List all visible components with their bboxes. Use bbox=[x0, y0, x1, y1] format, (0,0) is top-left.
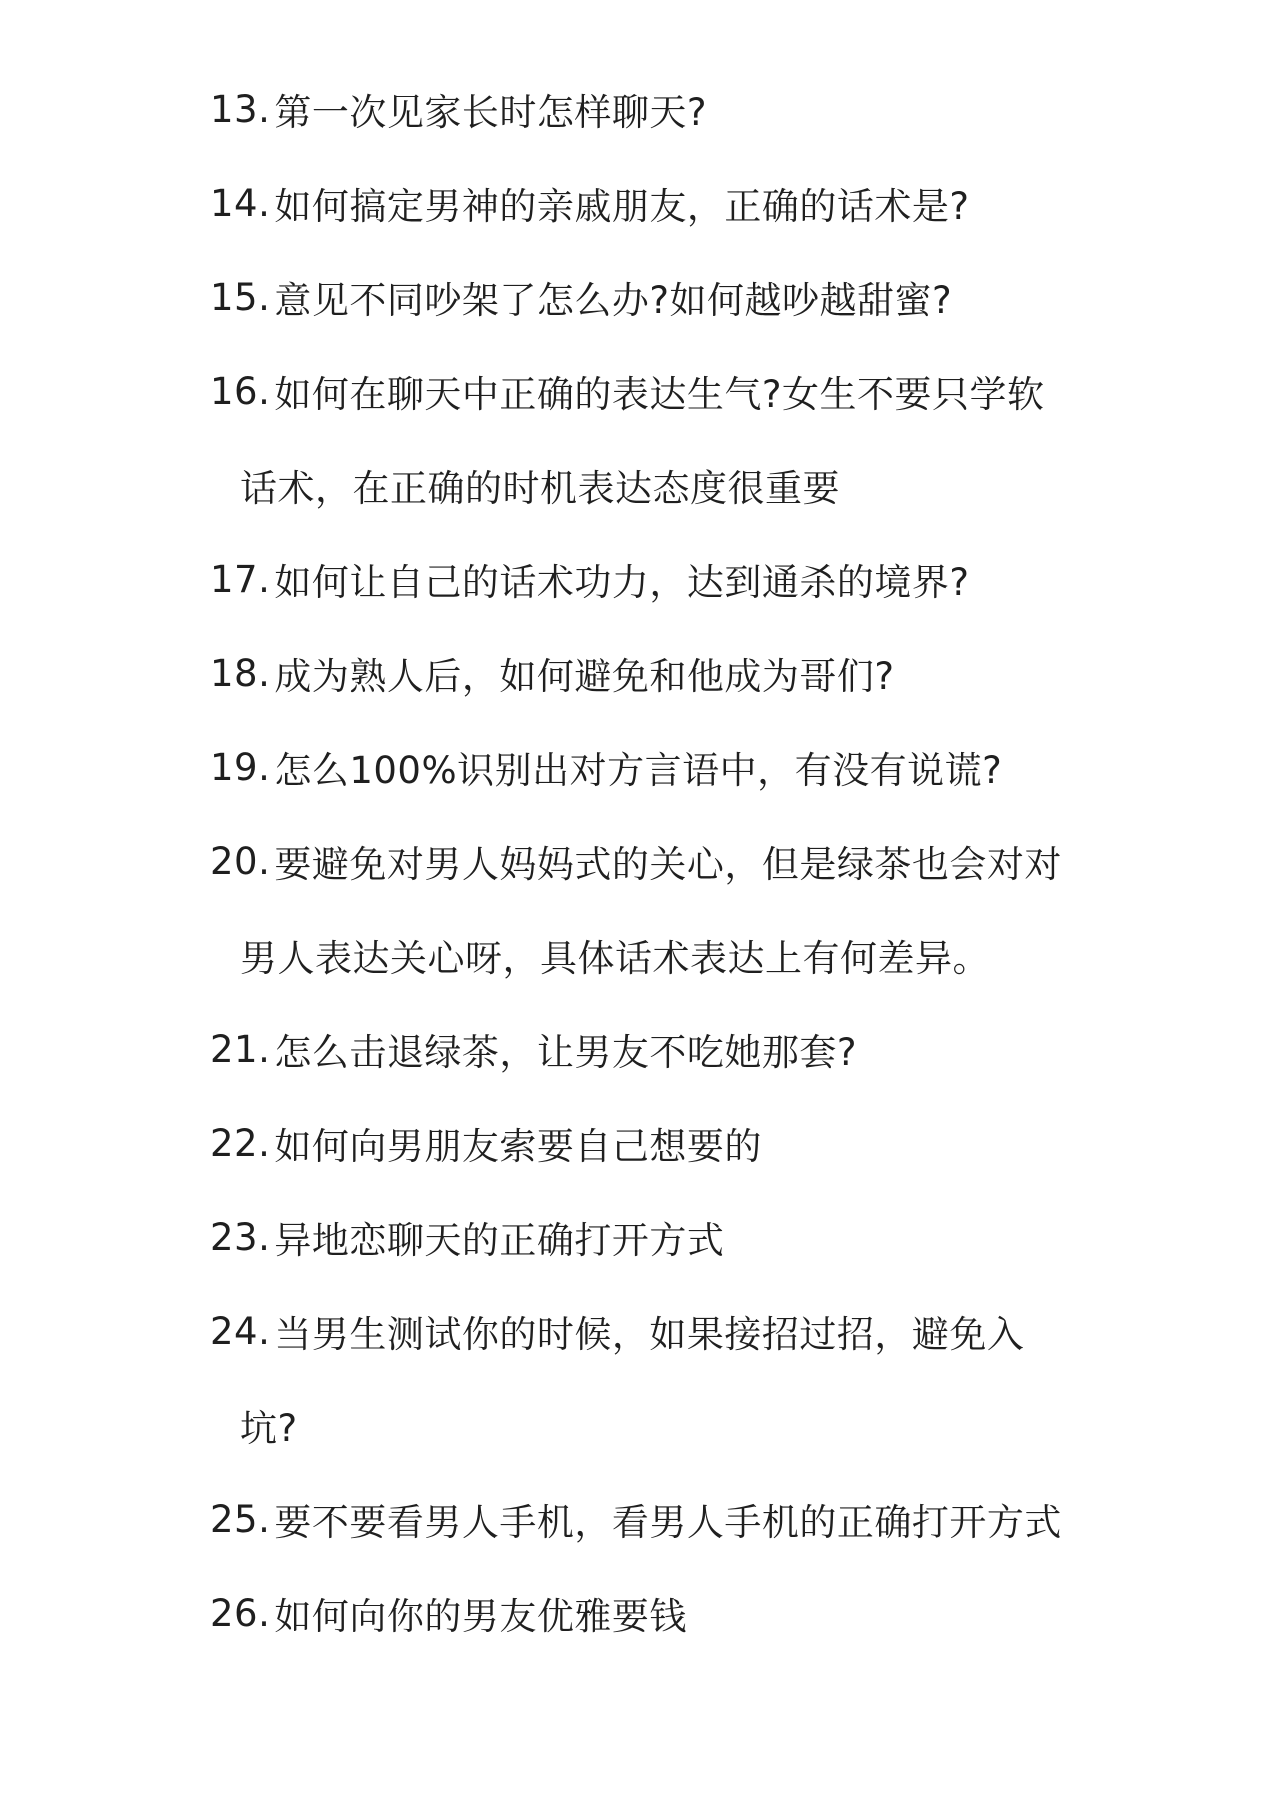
item-text: 话术，在正确的时机表达态度很重要 bbox=[240, 467, 840, 510]
list-item-22 bbox=[210, 1096, 1110, 1190]
item-text: 如何向男朋友索要自己想要的 bbox=[274, 1125, 762, 1168]
item-text: 如何在聊天中正确的表达生气?女生不要只学软 bbox=[274, 373, 1045, 416]
list-item-20 bbox=[210, 814, 1110, 908]
item-number: 17. bbox=[210, 557, 271, 601]
item-number: 13. bbox=[210, 87, 271, 131]
list-item-17 bbox=[210, 532, 1110, 626]
item-text: 怎么100%识别出对方言语中，有没有说谎? bbox=[274, 749, 1003, 792]
list-item-14 bbox=[210, 156, 1110, 250]
item-number: 14. bbox=[210, 181, 271, 225]
item-text: 要不要看男人手机，看男人手机的正确打开方式 bbox=[274, 1501, 1062, 1544]
list-item-25 bbox=[210, 1472, 1110, 1566]
item-text: 成为熟人后，如何避免和他成为哥们? bbox=[274, 655, 895, 698]
list-item-15 bbox=[210, 250, 1110, 344]
list-item-19 bbox=[210, 720, 1110, 814]
item-number: 20. bbox=[210, 839, 271, 883]
item-number: 24. bbox=[210, 1309, 271, 1353]
item-number: 16. bbox=[210, 369, 271, 413]
item-text: 第一次见家长时怎样聊天? bbox=[274, 91, 707, 134]
list-item-18 bbox=[210, 626, 1110, 720]
item-text: 当男生测试你的时候，如果接招过招，避免入 bbox=[274, 1313, 1025, 1356]
item-text: 意见不同吵架了怎么办?如何越吵越甜蜜? bbox=[274, 279, 953, 322]
list-item-24 bbox=[210, 1284, 1110, 1378]
item-number: 21. bbox=[210, 1027, 271, 1071]
item-number: 25. bbox=[210, 1497, 271, 1541]
list-item-26 bbox=[210, 1566, 1110, 1660]
item-number: 26. bbox=[210, 1591, 271, 1635]
item-number: 22. bbox=[210, 1121, 271, 1165]
item-text: 要避免对男人妈妈式的关心，但是绿茶也会对对 bbox=[274, 843, 1062, 886]
list-item-16-continuation bbox=[210, 438, 1110, 532]
list-item-21 bbox=[210, 1002, 1110, 1096]
item-text: 异地恋聊天的正确打开方式 bbox=[274, 1219, 725, 1262]
list-item-24-continuation bbox=[210, 1378, 1110, 1472]
question-list bbox=[210, 62, 1110, 1660]
list-item-16 bbox=[210, 344, 1110, 438]
item-text: 如何搞定男神的亲戚朋友，正确的话术是? bbox=[274, 185, 970, 228]
item-number: 23. bbox=[210, 1215, 271, 1259]
item-number: 19. bbox=[210, 745, 271, 789]
list-item-23 bbox=[210, 1190, 1110, 1284]
item-number: 18. bbox=[210, 651, 271, 695]
item-number: 15. bbox=[210, 275, 271, 319]
item-text: 怎么击退绿茶，让男友不吃她那套? bbox=[274, 1031, 857, 1074]
item-text: 如何向你的男友优雅要钱 bbox=[274, 1595, 687, 1638]
item-text: 如何让自己的话术功力，达到通杀的境界? bbox=[274, 561, 970, 604]
item-text: 坑? bbox=[240, 1407, 298, 1450]
list-item-13 bbox=[210, 62, 1110, 156]
item-text: 男人表达关心呀，具体话术表达上有何差异。 bbox=[240, 937, 990, 980]
list-item-20-continuation bbox=[210, 908, 1110, 1002]
